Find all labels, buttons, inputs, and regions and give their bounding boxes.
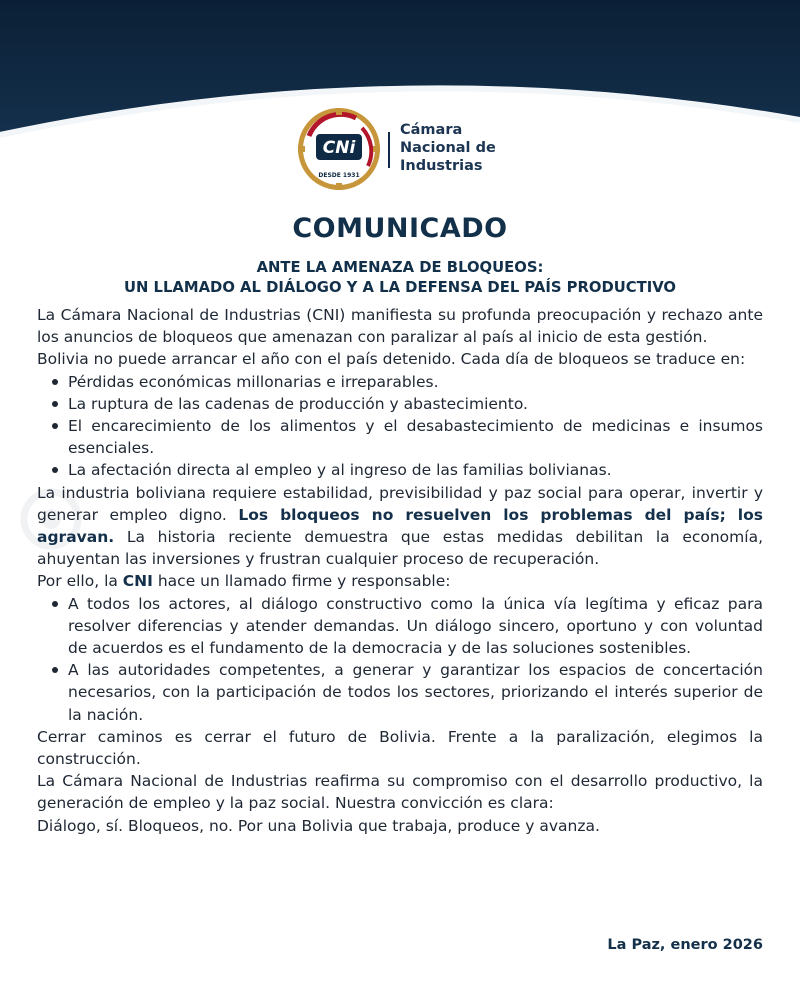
paragraph-commitment: La Cámara Nacional de Industrias reafirma su compromiso con el desarrollo productivo, la generación de empleo y la paz social. Nuestra convicción es clara: xyxy=(37,772,763,813)
paragraph-closing: Diálogo, sí. Bloqueos, no. Por una Bolivia que trabaja, produce y avanza. xyxy=(37,816,600,835)
communique-body xyxy=(37,304,763,837)
industry-text-end: La historia reciente demuestra que estas medidas debilitan la economía, ahuyentan las inversiones y frustran cualquier proceso de recuperación. xyxy=(37,528,763,569)
subtitle-line1: ANTE LA AMENAZA DE BLOQUEOS: xyxy=(256,259,544,276)
paragraph-impact: Bolivia no puede arrancar el año con el país detenido. Cada día de bloqueos se traduce en: xyxy=(37,350,746,369)
page-subtitle xyxy=(0,258,800,298)
call-text-emphasis: CNI xyxy=(122,572,153,591)
signoff-date: La Paz, enero 2026 xyxy=(607,937,763,953)
paragraph-industry xyxy=(37,482,763,571)
paragraph-intro: La Cámara Nacional de Industrias (CNI) manifiesta su profunda preocupación y rechazo ante los anuncios de bloqueos que amenazan con paralizar al país al inicio de esta gestión. xyxy=(37,306,763,347)
logo-name-line1: Cámara xyxy=(400,122,463,138)
call-list xyxy=(37,593,763,726)
logo-wordmark xyxy=(400,121,496,175)
list-item: El encarecimiento de los alimentos y el desabastecimiento de medicinas e insumos esenciales. xyxy=(68,415,763,459)
logo-name-line3: Industrias xyxy=(400,158,483,174)
subtitle-line2: UN LLAMADO AL DIÁLOGO Y A LA DEFENSA DEL PAÍS PRODUCTIVO xyxy=(124,279,676,296)
page-title: COMUNICADO xyxy=(292,213,508,244)
list-item: La ruptura de las cadenas de producción y abastecimiento. xyxy=(68,393,763,415)
emblem-caption: DESDE 1931 xyxy=(318,172,360,179)
impact-list xyxy=(37,371,763,482)
list-item: La afectación directa al empleo y al ingreso de las familias bolivianas. xyxy=(68,459,763,481)
list-item: A todos los actores, al diálogo constructivo como la única vía legítima y eficaz para resolver diferencias y atender demandas. Un diálogo sincero, oportuno y con voluntad de acuerdos es el fundamento de la democracia y de las soluciones sostenibles. xyxy=(68,593,763,660)
paragraph-roads: Cerrar caminos es cerrar el futuro de Bolivia. Frente a la paralización, elegimos la construcción. xyxy=(37,727,763,769)
industry-text-start: La industria boliviana requiere estabilidad, previsibilidad y paz social para operar, invertir y generar empleo digno. xyxy=(37,483,763,524)
list-item: Pérdidas económicas millonarias e irreparables. xyxy=(68,371,763,393)
list-item: A las autoridades competentes, a generar y garantizar los espacios de concertación necesarios, con la participación de todos los sectores, priorizando el interés superior de la nación. xyxy=(68,659,763,726)
call-text-start: Por ello, la xyxy=(37,572,123,591)
cni-logo xyxy=(296,106,526,192)
paragraph-call xyxy=(37,570,763,592)
call-text-end: hace un llamado firme y responsable: xyxy=(152,572,451,591)
logo-name-line2: Nacional de xyxy=(400,140,496,156)
cni-emblem-icon xyxy=(296,106,382,192)
industry-text-emphasis: Los bloqueos no resuelven los problemas del país; los agravan. xyxy=(37,505,763,547)
logo-divider xyxy=(388,132,390,168)
emblem-letters: CNi xyxy=(322,138,356,158)
